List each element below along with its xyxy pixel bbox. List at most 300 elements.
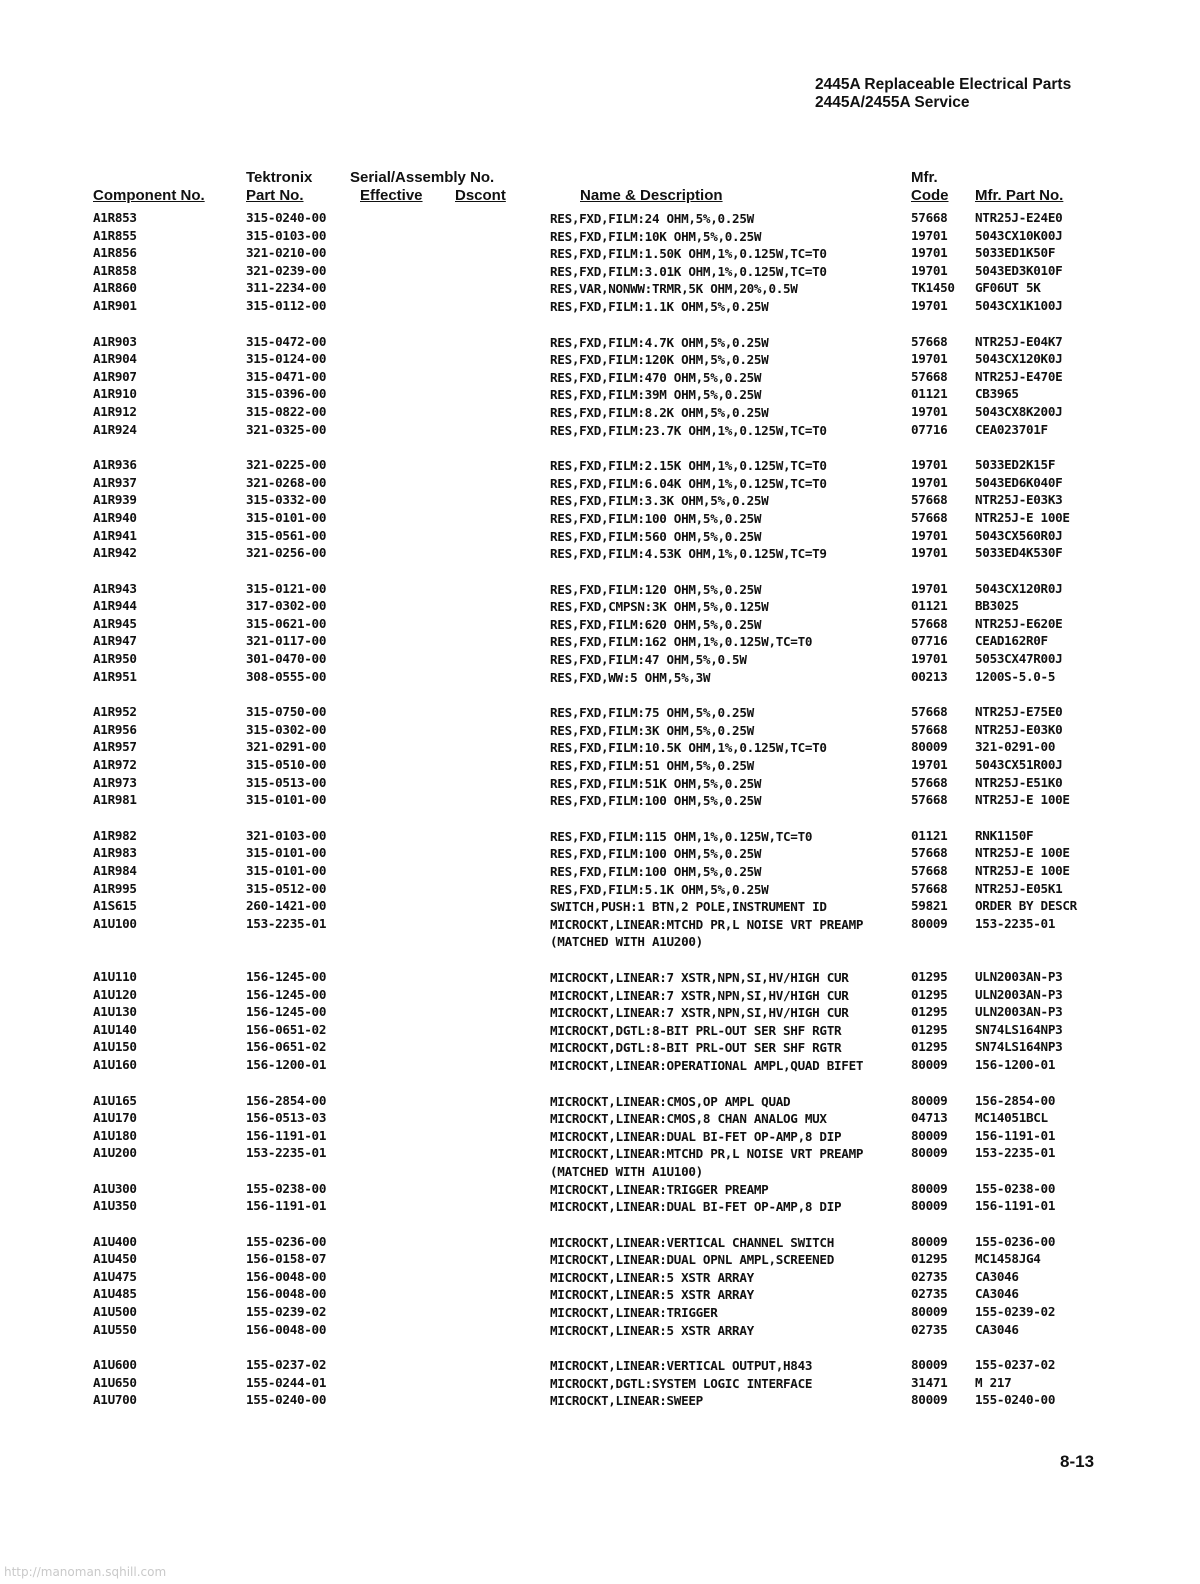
- watermark: http://manoman.sqhill.com: [4, 1565, 167, 1579]
- table-row: [0, 722, 1200, 740]
- component-no: A1R995: [93, 880, 137, 896]
- component-no: A1U140: [93, 1021, 137, 1037]
- table-row: [0, 1198, 1200, 1216]
- tektronix-part-no: 156-1191-01: [246, 1127, 327, 1143]
- name-description: RES,FXD,FILM:115 OHM,1%,0.125W,TC=T0: [550, 828, 813, 844]
- tektronix-part-no: 155-0236-00: [246, 1233, 327, 1249]
- table-row: [0, 898, 1200, 916]
- tektronix-part-no: 155-0237-02: [246, 1357, 327, 1373]
- mfr-part-no: NTR25J-E 100E: [975, 792, 1070, 808]
- name-description: SWITCH,PUSH:1 BTN,2 POLE,INSTRUMENT ID: [550, 899, 827, 915]
- component-no: A1U475: [93, 1268, 137, 1284]
- mfr-code: 80009: [911, 1233, 948, 1249]
- table-row: [0, 987, 1200, 1005]
- component-no: A1R942: [93, 545, 137, 561]
- component-no: A1U400: [93, 1233, 137, 1249]
- component-no: A1R901: [93, 297, 137, 313]
- mfr-part-no: NTR25J-E470E: [975, 368, 1063, 384]
- tektronix-part-no: 301-0470-00: [246, 651, 327, 667]
- mfr-code: 01121: [911, 827, 948, 843]
- mfr-code: 19701: [911, 457, 948, 473]
- mfr-code: 19701: [911, 651, 948, 667]
- parts-group: [0, 828, 1200, 951]
- component-no: A1U485: [93, 1286, 137, 1302]
- component-no: A1R957: [93, 739, 137, 755]
- tektronix-part-no: 315-0471-00: [246, 368, 327, 384]
- mfr-part-no: 156-1200-01: [975, 1056, 1056, 1072]
- mfr-code: 01121: [911, 386, 948, 402]
- table-row: [0, 1057, 1200, 1075]
- mfr-code: 80009: [911, 1092, 948, 1108]
- name-description: RES,FXD,FILM:8.2K OHM,5%,0.25W: [550, 404, 769, 420]
- component-no: A1U150: [93, 1039, 137, 1055]
- mfr-part-no: CA3046: [975, 1321, 1019, 1337]
- tektronix-part-no: 321-0268-00: [246, 474, 327, 490]
- mfr-part-no: NTR25J-E24E0: [975, 210, 1063, 225]
- mfr-code: 02735: [911, 1268, 948, 1284]
- mfr-part-no: ULN2003AN-P3: [975, 968, 1063, 984]
- component-no: A1U450: [93, 1251, 137, 1267]
- table-row: [0, 1286, 1200, 1304]
- mfr-code: 19701: [911, 545, 948, 561]
- tektronix-part-no: 156-0048-00: [246, 1286, 327, 1302]
- component-no: A1U550: [93, 1321, 137, 1337]
- component-no: A1R952: [93, 704, 137, 720]
- name-description: RES,FXD,FILM:120 OHM,5%,0.25W: [550, 581, 762, 597]
- tektronix-part-no: 153-2235-01: [246, 1145, 327, 1161]
- tektronix-part-no: 321-0103-00: [246, 827, 327, 843]
- mfr-part-no: 155-0237-02: [975, 1357, 1056, 1373]
- table-row: [0, 1110, 1200, 1128]
- parts-group: [0, 334, 1200, 440]
- name-description: RES,FXD,FILM:100 OHM,5%,0.25W: [550, 864, 762, 879]
- name-description: MICROCKT,LINEAR:5 XSTR ARRAY: [550, 1322, 754, 1338]
- mfr-code: 57668: [911, 774, 948, 790]
- parts-group: [0, 210, 1200, 316]
- tektronix-part-no: 155-0240-00: [246, 1392, 327, 1408]
- name-description: MICROCKT,LINEAR:DUAL BI-FET OP-AMP,8 DIP: [550, 1199, 842, 1215]
- parts-group: [0, 457, 1200, 563]
- component-no: A1U200: [93, 1145, 137, 1161]
- table-row: [0, 1392, 1200, 1410]
- parts-group: [0, 1234, 1200, 1340]
- table-row: [0, 616, 1200, 634]
- name-description: MICROCKT,LINEAR:VERTICAL CHANNEL SWITCH: [550, 1234, 835, 1250]
- tektronix-part-no: 315-0121-00: [246, 580, 327, 596]
- name-description: RES,FXD,FILM:23.7K OHM,1%,0.125W,TC=T0: [550, 422, 827, 438]
- mfr-code: 19701: [911, 474, 948, 490]
- name-description: RES,FXD,FILM:10.5K OHM,1%,0.125W,TC=T0: [550, 740, 827, 756]
- mfr-code: 01295: [911, 986, 948, 1002]
- table-row: [0, 598, 1200, 616]
- name-description: MICROCKT,LINEAR:DUAL OPNL AMPL,SCREENED: [550, 1252, 835, 1268]
- table-row: [0, 881, 1200, 899]
- mfr-part-no: NTR25J-E620E: [975, 615, 1063, 631]
- tektronix-part-no: 315-0302-00: [246, 721, 327, 737]
- tektronix-part-no: 315-0103-00: [246, 227, 327, 243]
- name-description: RES,FXD,FILM:100 OHM,5%,0.25W: [550, 793, 762, 809]
- name-description: MICROCKT,LINEAR:DUAL BI-FET OP-AMP,8 DIP: [550, 1128, 842, 1144]
- mfr-code: 57668: [911, 721, 948, 737]
- mfr-part-no: ULN2003AN-P3: [975, 1004, 1063, 1020]
- name-description: RES,FXD,FILM:620 OHM,5%,0.25W: [550, 616, 762, 632]
- tektronix-part-no: 156-1200-01: [246, 1056, 327, 1072]
- table-row: [0, 1304, 1200, 1322]
- mfr-part-no: 5043CX8K200J: [975, 403, 1063, 419]
- mfr-code: 31471: [911, 1374, 948, 1390]
- name-description: MICROCKT,LINEAR:7 XSTR,NPN,SI,HV/HIGH CUR: [550, 1005, 849, 1021]
- col-dscont: Dscont: [455, 187, 506, 204]
- table-row: [0, 492, 1200, 510]
- mfr-code: 80009: [911, 1127, 948, 1143]
- name-description: MICROCKT,LINEAR:7 XSTR,NPN,SI,HV/HIGH CUR: [550, 987, 849, 1003]
- mfr-part-no: NTR25J-E 100E: [975, 509, 1070, 525]
- mfr-code: 00213: [911, 668, 948, 684]
- col-effective: Effective: [360, 187, 423, 204]
- name-description: MICROCKT,LINEAR:CMOS,8 CHAN ANALOG MUX: [550, 1111, 827, 1127]
- tektronix-part-no: 311-2234-00: [246, 280, 327, 296]
- table-row: [0, 739, 1200, 757]
- component-no: A1R907: [93, 368, 137, 384]
- name-description: RES,FXD,FILM:24 OHM,5%,0.25W: [550, 211, 754, 226]
- mfr-code: 59821: [911, 898, 948, 914]
- mfr-part-no: 155-0238-00: [975, 1180, 1056, 1196]
- mfr-part-no: BB3025: [975, 598, 1019, 614]
- tektronix-part-no: 321-0325-00: [246, 421, 327, 437]
- parts-group: [0, 1357, 1200, 1410]
- mfr-code: 19701: [911, 757, 948, 773]
- name-description: RES,FXD,FILM:5.1K OHM,5%,0.25W: [550, 881, 769, 897]
- name-description: RES,FXD,FILM:162 OHM,1%,0.125W,TC=T0: [550, 634, 813, 650]
- mfr-code: 01295: [911, 1251, 948, 1267]
- mfr-code: 19701: [911, 527, 948, 543]
- component-no: A1R853: [93, 210, 137, 225]
- mfr-part-no: SN74LS164NP3: [975, 1039, 1063, 1055]
- mfr-code: 80009: [911, 1145, 948, 1161]
- mfr-part-no: 5043CX51R00J: [975, 757, 1063, 773]
- component-no: A1R973: [93, 774, 137, 790]
- mfr-code: 57668: [911, 509, 948, 525]
- component-no: A1U600: [93, 1357, 137, 1373]
- mfr-part-no: NTR25J-E 100E: [975, 845, 1070, 861]
- name-description: MICROCKT,LINEAR:VERTICAL OUTPUT,H843: [550, 1358, 813, 1374]
- tektronix-part-no: 156-1245-00: [246, 1004, 327, 1020]
- table-row: [0, 1375, 1200, 1393]
- tektronix-part-no: 321-0210-00: [246, 245, 327, 261]
- tektronix-part-no: 156-2854-00: [246, 1092, 327, 1108]
- name-description: MICROCKT,LINEAR:5 XSTR ARRAY: [550, 1269, 754, 1285]
- name-description: RES,FXD,FILM:3.01K OHM,1%,0.125W,TC=T0: [550, 263, 827, 279]
- col-mfr: Mfr.: [911, 169, 938, 186]
- table-row: [0, 1022, 1200, 1040]
- mfr-code: 80009: [911, 739, 948, 755]
- component-no: A1R951: [93, 668, 137, 684]
- mfr-code: 19701: [911, 262, 948, 278]
- tektronix-part-no: 155-0244-01: [246, 1374, 327, 1390]
- component-no: A1U300: [93, 1180, 137, 1196]
- mfr-part-no: 153-2235-01: [975, 1145, 1056, 1161]
- mfr-code: 01295: [911, 1021, 948, 1037]
- table-row: [0, 1039, 1200, 1057]
- component-no: A1R941: [93, 527, 137, 543]
- page-header: [815, 76, 1135, 112]
- tektronix-part-no: 321-0291-00: [246, 739, 327, 755]
- mfr-code: 04713: [911, 1110, 948, 1126]
- name-description: RES,FXD,FILM:1.50K OHM,1%,0.125W,TC=T0: [550, 246, 827, 262]
- mfr-code: 80009: [911, 1357, 948, 1373]
- name-description: RES,FXD,WW:5 OHM,5%,3W: [550, 669, 711, 685]
- name-description: RES,FXD,FILM:4.7K OHM,5%,0.25W: [550, 334, 769, 350]
- mfr-code: TK1450: [911, 280, 955, 296]
- component-no: A1R904: [93, 351, 137, 367]
- mfr-code: 01121: [911, 598, 948, 614]
- mfr-part-no: ORDER BY DESCR: [975, 898, 1077, 914]
- table-row: [0, 1145, 1200, 1180]
- mfr-code: 19701: [911, 227, 948, 243]
- mfr-part-no: 5033ED1K50F: [975, 245, 1056, 261]
- table-row: [0, 422, 1200, 440]
- tektronix-part-no: 315-0396-00: [246, 386, 327, 402]
- name-description: RES,FXD,FILM:51K OHM,5%,0.25W: [550, 775, 762, 791]
- component-no: A1U650: [93, 1374, 137, 1390]
- tektronix-part-no: 315-0101-00: [246, 509, 327, 525]
- mfr-part-no: M 217: [975, 1374, 1012, 1390]
- component-no: A1R984: [93, 863, 137, 878]
- tektronix-part-no: 156-0048-00: [246, 1268, 327, 1284]
- table-row: [0, 369, 1200, 387]
- tektronix-part-no: 153-2235-01: [246, 915, 327, 931]
- mfr-part-no: ULN2003AN-P3: [975, 986, 1063, 1002]
- component-no: A1R956: [93, 721, 137, 737]
- tektronix-part-no: 308-0555-00: [246, 668, 327, 684]
- mfr-part-no: 156-1191-01: [975, 1127, 1056, 1143]
- tektronix-part-no: 321-0225-00: [246, 457, 327, 473]
- name-description: MICROCKT,LINEAR:TRIGGER: [550, 1305, 718, 1321]
- component-no: A1R947: [93, 633, 137, 649]
- table-row: [0, 475, 1200, 493]
- tektronix-part-no: 321-0239-00: [246, 262, 327, 278]
- page-number: 8-13: [1060, 1452, 1095, 1471]
- mfr-part-no: 5043ED3K010F: [975, 262, 1063, 278]
- table-row: [0, 228, 1200, 246]
- mfr-code: 57668: [911, 863, 948, 878]
- col-serial-assembly-no: Serial/Assembly No.: [350, 169, 495, 186]
- tektronix-part-no: 315-0101-00: [246, 863, 327, 878]
- component-no: A1R860: [93, 280, 137, 296]
- mfr-code: 19701: [911, 580, 948, 596]
- component-no: A1U180: [93, 1127, 137, 1143]
- table-row: [0, 510, 1200, 528]
- component-no: A1R856: [93, 245, 137, 261]
- component-no: A1U100: [93, 915, 137, 931]
- tektronix-part-no: 156-0158-07: [246, 1251, 327, 1267]
- table-row: [0, 669, 1200, 687]
- mfr-code: 57668: [911, 704, 948, 720]
- tektronix-part-no: 156-1191-01: [246, 1198, 327, 1214]
- tektronix-part-no: 260-1421-00: [246, 898, 327, 914]
- component-no: A1R940: [93, 509, 137, 525]
- component-no: A1R983: [93, 845, 137, 861]
- table-row: [0, 969, 1200, 987]
- component-no: A1R912: [93, 403, 137, 419]
- table-row: [0, 280, 1200, 298]
- name-description: MICROCKT,LINEAR:7 XSTR,NPN,SI,HV/HIGH CUR: [550, 969, 849, 985]
- mfr-part-no: 155-0239-02: [975, 1304, 1056, 1320]
- tektronix-part-no: 315-0513-00: [246, 774, 327, 790]
- mfr-code: 02735: [911, 1286, 948, 1302]
- mfr-code: 01295: [911, 968, 948, 984]
- component-no: A1R944: [93, 598, 137, 614]
- mfr-part-no: 155-0236-00: [975, 1233, 1056, 1249]
- mfr-part-no: NTR25J-E51K0: [975, 774, 1063, 790]
- component-no: A1U120: [93, 986, 137, 1002]
- header-title: 2445A Replaceable Electrical Parts: [815, 76, 1072, 93]
- tektronix-part-no: 156-0651-02: [246, 1039, 327, 1055]
- mfr-code: 80009: [911, 1180, 948, 1196]
- name-description: RES,FXD,FILM:6.04K OHM,1%,0.125W,TC=T0: [550, 475, 827, 491]
- name-description: RES,FXD,FILM:75 OHM,5%,0.25W: [550, 705, 754, 721]
- component-no: A1R943: [93, 580, 137, 596]
- component-no: A1R981: [93, 792, 137, 808]
- tektronix-part-no: 315-0124-00: [246, 351, 327, 367]
- mfr-code: 57668: [911, 333, 948, 349]
- tektronix-part-no: 315-0561-00: [246, 527, 327, 543]
- mfr-code: 57668: [911, 845, 948, 861]
- mfr-code: 07716: [911, 633, 948, 649]
- col-part-no: Part No.: [246, 187, 304, 204]
- component-no: A1R972: [93, 757, 137, 773]
- name-description: MICROCKT,DGTL:SYSTEM LOGIC INTERFACE: [550, 1375, 813, 1391]
- mfr-part-no: 5043CX1K100J: [975, 297, 1063, 313]
- table-row: [0, 1322, 1200, 1340]
- mfr-code: 80009: [911, 915, 948, 931]
- col-mfr-part-no: Mfr. Part No.: [975, 187, 1064, 204]
- tektronix-part-no: 155-0239-02: [246, 1304, 327, 1320]
- name-description: RES,FXD,FILM:120K OHM,5%,0.25W: [550, 352, 769, 368]
- table-row: [0, 1004, 1200, 1022]
- mfr-code: 80009: [911, 1056, 948, 1072]
- mfr-code: 19701: [911, 245, 948, 261]
- mfr-part-no: NTR25J-E 100E: [975, 863, 1070, 878]
- table-row: [0, 386, 1200, 404]
- tektronix-part-no: 315-0621-00: [246, 615, 327, 631]
- mfr-part-no: 321-0291-00: [975, 739, 1056, 755]
- name-description: MICROCKT,LINEAR:OPERATIONAL AMPL,QUAD BIFET: [550, 1057, 864, 1073]
- mfr-part-no: 5043CX10K00J: [975, 227, 1063, 243]
- mfr-part-no: MC14051BCL: [975, 1110, 1048, 1126]
- component-no: A1R910: [93, 386, 137, 402]
- mfr-code: 57668: [911, 492, 948, 508]
- component-no: A1R924: [93, 421, 137, 437]
- col-tektronix: Tektronix: [246, 169, 313, 186]
- mfr-part-no: CEAD162R0F: [975, 633, 1048, 649]
- name-description: MICROCKT,LINEAR:SWEEP: [550, 1393, 703, 1409]
- mfr-code: 57668: [911, 880, 948, 896]
- table-row: [0, 828, 1200, 846]
- name-description: RES,FXD,FILM:1.1K OHM,5%,0.25W: [550, 298, 769, 314]
- table-row: [0, 1093, 1200, 1111]
- tektronix-part-no: 315-0750-00: [246, 704, 327, 720]
- name-description: MICROCKT,LINEAR:TRIGGER PREAMP: [550, 1181, 769, 1197]
- mfr-part-no: NTR25J-E03K3: [975, 492, 1063, 508]
- tektronix-part-no: 317-0302-00: [246, 598, 327, 614]
- mfr-code: 57668: [911, 210, 948, 225]
- component-no: A1U700: [93, 1392, 137, 1408]
- col-component-no: Component No.: [93, 187, 205, 204]
- parts-group: [0, 1093, 1200, 1216]
- mfr-code: 19701: [911, 403, 948, 419]
- component-no: A1U165: [93, 1092, 137, 1108]
- mfr-part-no: NTR25J-E04K7: [975, 333, 1063, 349]
- mfr-part-no: 5043ED6K040F: [975, 474, 1063, 490]
- component-no: A1U350: [93, 1198, 137, 1214]
- component-no: A1U110: [93, 968, 137, 984]
- tektronix-part-no: 315-0472-00: [246, 333, 327, 349]
- mfr-part-no: 1200S-5.0-5: [975, 668, 1056, 684]
- name-description: RES,FXD,FILM:100 OHM,5%,0.25W: [550, 846, 762, 862]
- table-row: [0, 1128, 1200, 1146]
- component-no: A1R903: [93, 333, 137, 349]
- name-description: MICROCKT,LINEAR:CMOS,OP AMPL QUAD: [550, 1093, 791, 1109]
- name-description: RES,VAR,NONWW:TRMR,5K OHM,20%,0.5W: [550, 281, 798, 297]
- table-row: [0, 351, 1200, 369]
- mfr-part-no: NTR25J-E03K0: [975, 721, 1063, 737]
- name-description: RES,FXD,FILM:2.15K OHM,1%,0.125W,TC=T0: [550, 458, 827, 474]
- name-description: RES,FXD,FILM:47 OHM,5%,0.5W: [550, 652, 747, 668]
- tektronix-part-no: 156-0651-02: [246, 1021, 327, 1037]
- tektronix-part-no: 156-1245-00: [246, 986, 327, 1002]
- name-description: RES,FXD,FILM:39M OHM,5%,0.25W: [550, 387, 762, 403]
- component-no: A1R936: [93, 457, 137, 473]
- table-row: [0, 863, 1200, 881]
- mfr-code: 57668: [911, 615, 948, 631]
- tektronix-part-no: 156-0048-00: [246, 1321, 327, 1337]
- parts-group: [0, 969, 1200, 1075]
- component-no: A1S615: [93, 898, 137, 914]
- mfr-code: 80009: [911, 1198, 948, 1214]
- name-description: MICROCKT,LINEAR:5 XSTR ARRAY: [550, 1287, 754, 1303]
- component-no: A1U170: [93, 1110, 137, 1126]
- table-row: [0, 1357, 1200, 1375]
- table-row: [0, 298, 1200, 316]
- name-description: MICROCKT,LINEAR:MTCHD PR,L NOISE VRT PREAMP (MATCHED WITH A1U200): [550, 916, 864, 950]
- name-description: RES,FXD,FILM:100 OHM,5%,0.25W: [550, 510, 762, 526]
- mfr-code: 02735: [911, 1321, 948, 1337]
- mfr-code: 01295: [911, 1004, 948, 1020]
- table-row: [0, 775, 1200, 793]
- table-row: [0, 581, 1200, 599]
- mfr-part-no: NTR25J-E75E0: [975, 704, 1063, 720]
- table-row: [0, 845, 1200, 863]
- tektronix-part-no: 321-0256-00: [246, 545, 327, 561]
- mfr-part-no: RNK1150F: [975, 827, 1034, 843]
- name-description: RES,FXD,FILM:4.53K OHM,1%,0.125W,TC=T9: [550, 546, 827, 562]
- component-no: A1U160: [93, 1056, 137, 1072]
- col-code: Code: [911, 187, 949, 204]
- tektronix-part-no: 315-0512-00: [246, 880, 327, 896]
- mfr-part-no: CA3046: [975, 1268, 1019, 1284]
- component-no: A1R858: [93, 262, 137, 278]
- table-row: [0, 757, 1200, 775]
- table-row: [0, 792, 1200, 810]
- tektronix-part-no: 321-0117-00: [246, 633, 327, 649]
- mfr-code: 57668: [911, 792, 948, 808]
- table-row: [0, 1269, 1200, 1287]
- mfr-code: 80009: [911, 1392, 948, 1408]
- parts-table: [0, 210, 1200, 1428]
- mfr-code: 07716: [911, 421, 948, 437]
- name-description: RES,FXD,FILM:3K OHM,5%,0.25W: [550, 722, 754, 738]
